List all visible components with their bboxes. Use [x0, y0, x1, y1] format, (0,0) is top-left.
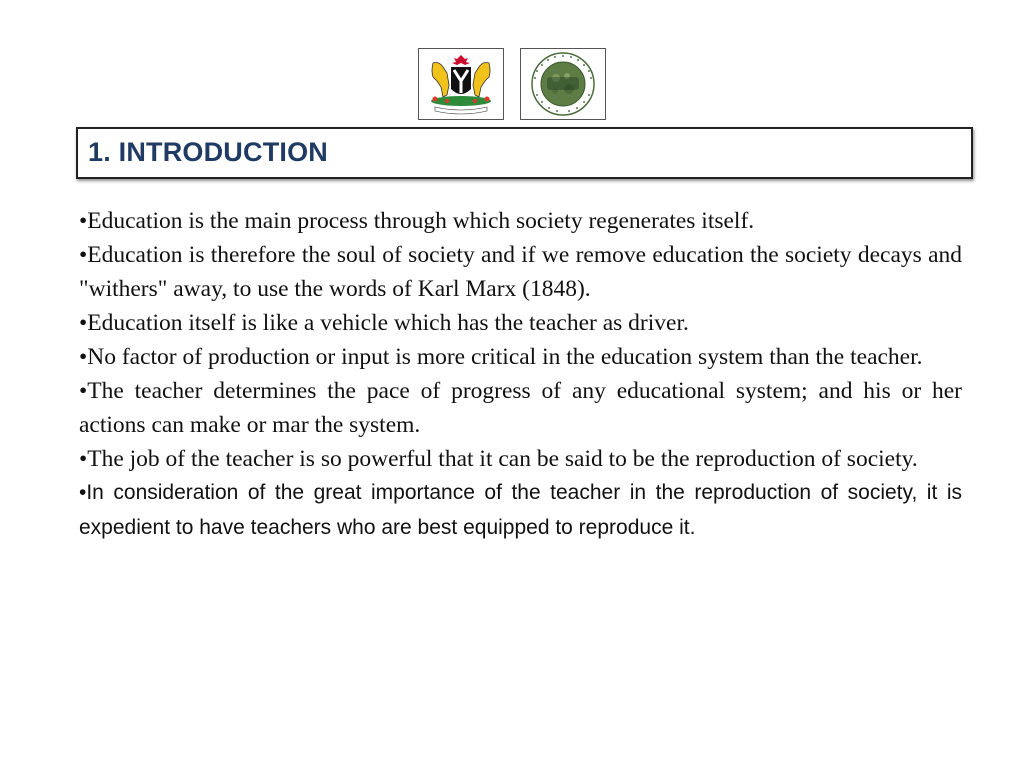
- bullet-item: •In consideration of the great importance of the teacher in the reproduction of society, it is expedient to have teachers who are best equipped to reproduce it.: [79, 481, 962, 539]
- trcn-seal-icon: [523, 51, 603, 117]
- bullet-item: •Education itself is like a vehicle which has the teacher as driver.: [79, 310, 689, 336]
- trcn-logo: [520, 48, 606, 120]
- bullet-item: •The teacher determines the pace of progress of any educational system; and his or her actions can make or mar the system.: [79, 378, 962, 438]
- bullet-item: •Education is the main process through which society regenerates itself.: [79, 208, 755, 234]
- page-title: 1. INTRODUCTION: [88, 137, 329, 167]
- bullet-item: •The job of the teacher is so powerful that it can be said to be the reproduction of society.: [79, 446, 918, 472]
- bullet-item: •Education is therefore the soul of society and if we remove education the society decays and "withers" away, to use the words of Karl Marx (1848).: [79, 242, 962, 302]
- title-box: [76, 127, 973, 179]
- nigeria-coat-of-arms-icon: [421, 51, 501, 117]
- bullet-item: •No factor of production or input is more critical in the education system than the teacher.: [79, 344, 923, 370]
- bullet-list: [79, 204, 962, 545]
- coat-of-arms-logo: [418, 48, 504, 120]
